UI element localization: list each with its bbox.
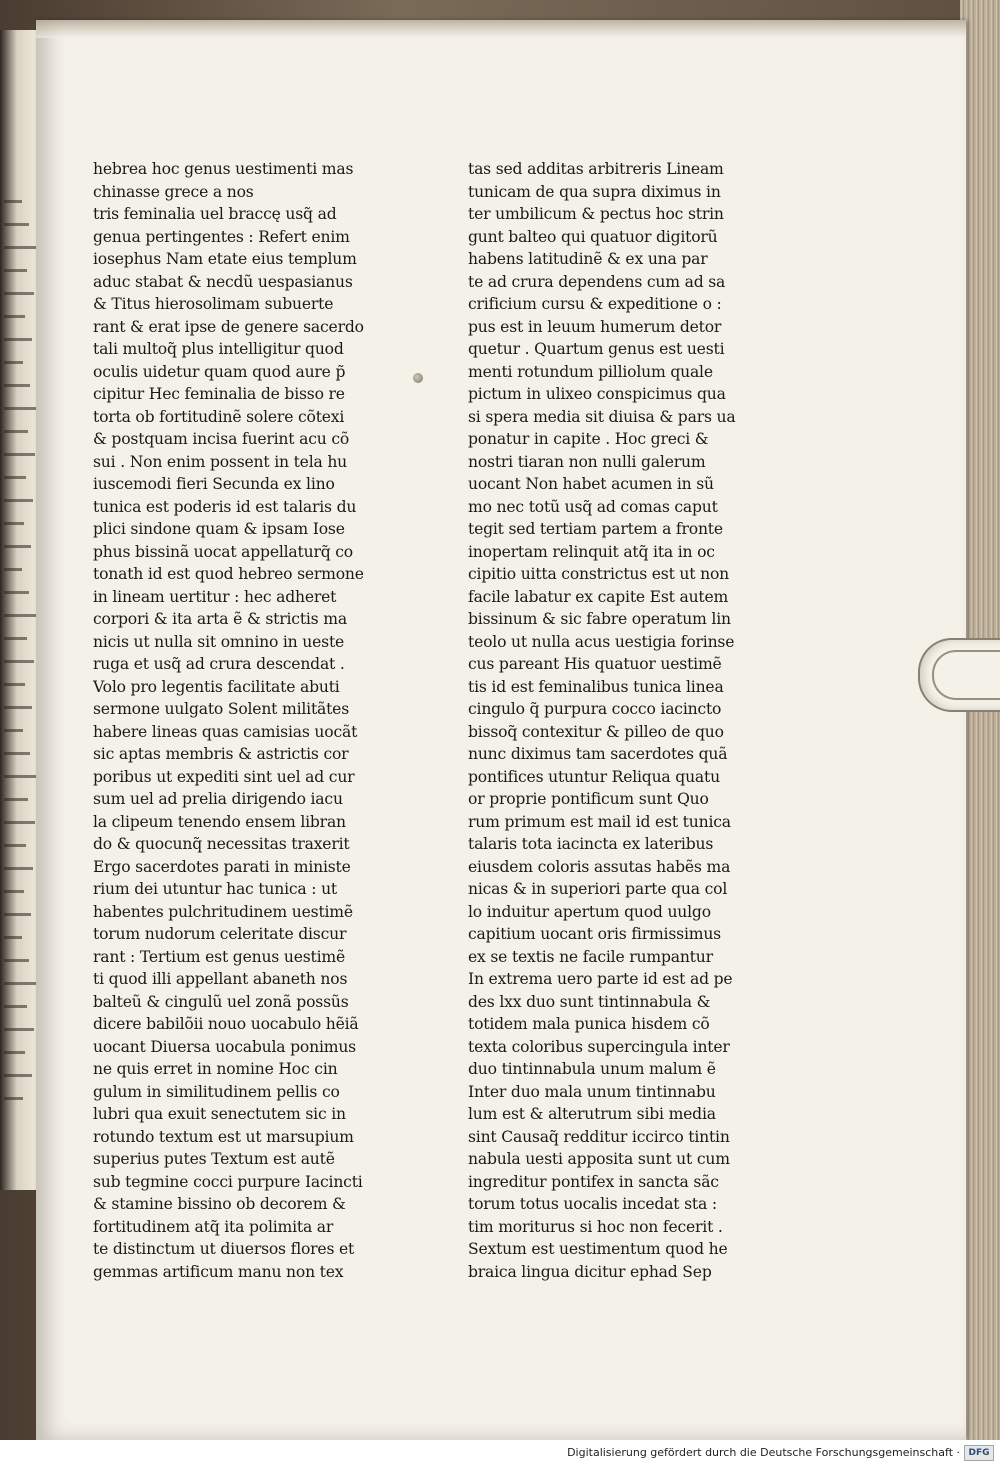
text-line: talaris tota iacincta ex lateribus [468,835,714,853]
text-line: tonath id est quod hebreo sermone [93,565,364,583]
verso-text-bleed [4,223,29,226]
text-line: lo induitur apertum quod uulgo [468,902,711,921]
text-line: pontifices utuntur Reliqua quatu [468,767,720,786]
verso-text-bleed [4,1097,23,1100]
verso-text-bleed [4,407,37,410]
verso-text-bleed [4,729,23,732]
verso-text-bleed [4,476,26,479]
text-line: nunc diximus tam sacerdotes quã [468,745,728,763]
text-line: aduc stabat & necdũ uespasianus [93,272,353,291]
verso-text-bleed [4,637,27,640]
verso-text-bleed [4,982,36,985]
verso-text-bleed [4,384,30,387]
text-line: pictum in ulixeo conspicimus qua [468,385,726,403]
text-line: poribus ut expediti sint uel ad cur [93,767,355,786]
text-line: cus pareant His quatuor uestimẽ [468,655,722,673]
verso-text-bleed [4,821,35,824]
text-line: rant : Tertium est genus uestimẽ [93,947,345,966]
verso-text-bleed [4,1074,32,1077]
verso-text-bleed [4,936,22,939]
verso-text-bleed [4,269,27,272]
text-line: cingulo q̃ purpura cocco iacincto [468,700,722,718]
text-line: lubri qua exuit senectutem sic in [93,1105,346,1123]
text-line: eiusdem coloris assutas habẽs ma [468,857,731,876]
verso-text-bleed [4,315,25,318]
text-line: & Titus hierosolimam subuerte [93,295,334,313]
text-line: tris feminalia uel braccę usq̃ ad [93,205,337,223]
text-line: balteũ & cingulũ uel zonã possũs [93,992,349,1011]
text-line: quetur . Quartum genus est uesti [468,340,725,358]
text-line: habentes pulchritudinem uestimẽ [93,902,353,921]
verso-text-bleed [4,200,22,203]
text-line: torum totus uocalis incedat sta : [468,1195,717,1213]
verso-text-bleed [4,568,22,571]
text-line: tunica est poderis id est talaris du [93,497,357,516]
text-line: sub tegmine cocci purpure Iacincti [93,1172,363,1191]
text-line: torum nudorum celeritate discur [93,925,347,943]
text-line: rium dei utuntur hac tunica : ut [93,880,337,898]
text-line: crificium cursu & expeditione o : [468,295,722,313]
text-line: & stamine bissino ob decorem & [93,1195,346,1213]
text-line: inopertam relinquit atq̃ ita in oc [468,542,715,561]
text-line: sic aptas membris & astrictis cor [93,745,349,763]
verso-text-bleed [4,545,31,548]
text-line: Volo pro legentis facilitate abuti [93,677,340,696]
page-top-shadow [36,20,966,38]
text-line: facile labatur ex capite Est autem [468,587,729,606]
text-line: duo tintinnabula unum malum ẽ [468,1060,716,1078]
verso-text-bleed [4,660,34,663]
text-line: lum est & alterutrum sibi media [468,1105,716,1123]
verso-text-bleed [4,614,36,617]
text-line: sui . Non enim possent in tela hu [93,452,348,471]
verso-text-bleed [4,913,31,916]
verso-text-bleed [4,1051,25,1054]
text-line: genua pertingentes : Refert enim [93,227,350,246]
footer-bar [0,1440,1000,1465]
text-line: ti quod illi appellant abaneth nos [93,970,348,988]
verso-text-bleed [4,775,37,778]
text-line: rotundo textum est ut marsupium [93,1127,354,1146]
text-line: gulum in similitudinem pellis co [93,1082,340,1101]
verso-text-bleed [4,890,24,893]
verso-text-bleed [4,430,28,433]
text-line: nicas & in superiori parte qua col [468,880,728,898]
verso-text-bleed [4,522,24,525]
text-line: capitium uocant oris firmissimus [468,925,721,943]
verso-text-bleed [4,591,29,594]
text-line: tegit sed tertiam partem a fronte [468,520,723,538]
verso-text-bleed [4,683,25,686]
text-line: phus bissinã uocat appellaturq̃ co [93,542,353,561]
verso-text-bleed [4,867,33,870]
verso-text-bleed [4,1028,34,1031]
text-line: ingreditur pontifex in sancta sãc [468,1172,719,1191]
text-line: tunicam de qua supra diximus in [468,182,721,201]
text-line: des lxx duo sunt tintinnabula & [468,992,711,1011]
clasp-tab-inner [932,650,1000,700]
text-line: tim moriturus si hoc non fecerit . [468,1217,723,1236]
text-line: chinasse grece a nos [93,182,254,201]
page-fore-edge [960,0,1000,1440]
verso-text-bleed [4,453,35,456]
text-line: cipitio uitta constrictus est ut non [468,565,729,583]
text-line: pus est in leuum humerum detor [468,317,722,336]
verso-text-bleed [4,706,32,709]
text-line: tali multoq̃ plus intelligitur quod [93,340,344,358]
verso-text-bleed [4,499,33,502]
text-column-left [93,158,393,1283]
text-line: si spera media sit diuisa & pars ua [468,407,736,426]
verso-text-bleed [4,798,28,801]
text-line: tis id est feminalibus tunica linea [468,677,724,696]
text-line: iuscemodi fieri Secunda ex lino [93,475,335,493]
text-line: nostri tiaran non nulli galerum [468,452,706,471]
text-line: iosephus Nam etate eius templum [93,250,357,268]
text-line: nabula uesti apposita sunt ut cum [468,1150,730,1168]
text-line: habere lineas quas camisias uocãt [93,722,358,741]
text-line: texta coloribus supercingula inter [468,1037,730,1056]
text-line: cipitur Hec feminalia de bisso re [93,385,345,403]
text-line: la clipeum tenendo ensem libran [93,812,346,831]
funding-credit: Digitalisierung gefördert durch die Deutsche Forschungsgemeinschaft · [567,1446,960,1459]
clasp-tab [918,638,1000,712]
text-line: nicis ut nulla sit omnino in ueste [93,632,345,651]
text-line: plici sindone quam & ipsam Iose [93,520,345,538]
text-line: torta ob fortitudinẽ solere cõtexi [93,407,345,426]
text-line: In extrema uero parte id est ad pe [468,970,733,988]
verso-text-bleed [4,246,36,249]
text-line: teolo ut nulla acus uestigia forinse [468,632,735,651]
text-line: ne quis erret in nomine Hoc cin [93,1060,338,1078]
verso-text-bleed [4,959,29,962]
text-line: sint Causaq̃ redditur iccirco tintin [468,1127,730,1146]
text-line: te distinctum ut diuersos flores et [93,1240,355,1258]
text-line: corpori & ita arta ẽ & strictis ma [93,610,347,628]
text-line: & postquam incisa fuerint acu cõ [93,430,350,448]
text-line: hebrea hoc genus uestimenti mas [93,160,354,178]
text-line: uocant Diuersa uocabula ponimus [93,1037,356,1056]
text-line: mo nec totũ usq̃ ad comas caput [468,497,718,516]
text-line: Sextum est uestimentum quod he [468,1240,728,1258]
text-line: sum uel ad prelia dirigendo iacu [93,790,343,808]
verso-text-bleed [4,844,26,847]
text-line: menti rotundum pilliolum quale [468,362,713,381]
text-line: oculis uidetur quam quod aure p̃ [93,362,346,381]
text-line: rant & erat ipse de genere sacerdo [93,317,364,336]
wormhole-mark [413,373,423,383]
text-line: habens latitudinẽ & ex una par [468,250,708,268]
text-line: ruga et usq̃ ad crura descendat . [93,655,345,673]
text-line: gemmas artificum manu non tex [93,1262,344,1281]
text-line: Ergo sacerdotes parati in ministe [93,857,351,876]
text-line: or proprie pontificum sunt Quo [468,790,709,808]
verso-text-bleed [4,338,32,341]
dfg-logo: DFG [964,1445,994,1461]
text-line: sermone uulgato Solent militãtes [93,700,350,718]
text-line: Inter duo mala unum tintinnabu [468,1082,716,1101]
text-line: ter umbilicum & pectus hoc strin [468,205,724,223]
text-line: in lineam uertitur : hec adheret [93,587,337,606]
text-line: rum primum est mail id est tunica [468,812,731,831]
verso-text-bleed [4,1005,27,1008]
text-line: braica lingua dicitur ephad Sep [468,1262,712,1281]
text-line: ex se textis ne facile rumpantur [468,947,713,966]
text-line: tas sed additas arbitreris Lineam [468,160,724,178]
verso-text-bleed [4,361,23,364]
text-line: te ad crura dependens cum ad sa [468,272,726,291]
verso-text-bleed [4,292,34,295]
text-line: bissinum & sic fabre operatum lin [468,610,731,628]
text-line: gunt balteo qui quatuor digitorũ [468,227,718,246]
text-line: fortitudinem atq̃ ita polimita ar [93,1217,334,1236]
text-column-right [468,158,768,1283]
text-line: bissoq̃ contexitur & pilleo de quo [468,722,724,741]
text-line: superius putes Textum est autẽ [93,1150,335,1168]
text-line: totidem mala punica hisdem cõ [468,1015,710,1033]
text-line: uocant Non habet acumen in sũ [468,475,714,493]
text-line: ponatur in capite . Hoc greci & [468,430,709,448]
verso-text-bleed [4,752,30,755]
text-line: do & quocunq̃ necessitas traxerit [93,835,350,853]
text-line: dicere babilõii nouo uocabulo hẽiã [93,1015,359,1033]
